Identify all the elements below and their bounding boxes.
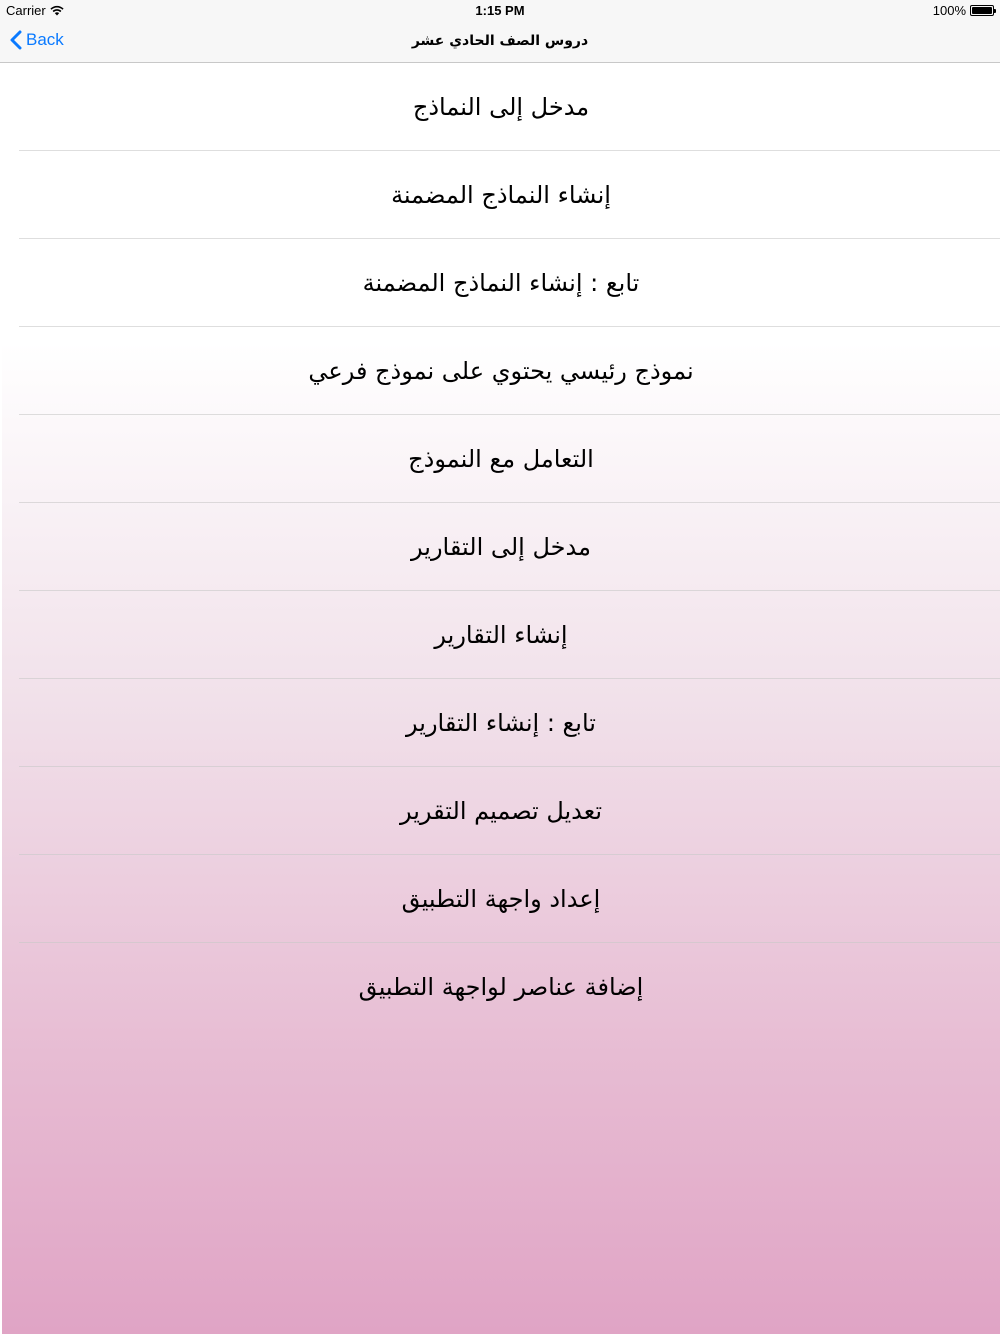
lesson-item-8[interactable]: تابع : إنشاء التقارير [2,679,1000,767]
lesson-item-2[interactable]: إنشاء النماذج المضمنة [2,151,1000,239]
lesson-item-11[interactable]: إضافة عناصر لواجهة التطبيق [358,973,644,1001]
lesson-item-5[interactable]: التعامل مع النموذج [2,415,1000,503]
lesson-item-6[interactable]: مدخل إلى التقارير [2,503,1000,591]
lesson-item-7[interactable]: إنشاء التقارير [2,591,1000,679]
status-right [933,3,994,18]
lesson-list-container [2,63,1000,1334]
navigation-bar [0,22,1000,63]
battery-icon [970,5,994,16]
lesson-item-1[interactable]: مدخل إلى النماذج [2,63,1000,151]
status-time: 1:15 PM [475,3,525,18]
status-bar [0,0,1000,22]
lesson-item-4[interactable]: نموذج رئيسي يحتوي على نموذج فرعي [2,327,1000,415]
lesson-list [2,63,1000,1031]
page-title: دروس الصف الحادي عشر [411,33,589,49]
battery-level [972,7,992,14]
back-label: Back [26,30,64,49]
lesson-item-9[interactable]: تعديل تصميم التقرير [2,767,1000,855]
lesson-item-10[interactable]: إعداد واجهة التطبيق [2,855,1000,943]
carrier-label: Carrier [6,3,46,18]
lesson-item-3[interactable]: تابع : إنشاء النماذج المضمنة [2,239,1000,327]
battery-percent: 100% [932,3,966,18]
